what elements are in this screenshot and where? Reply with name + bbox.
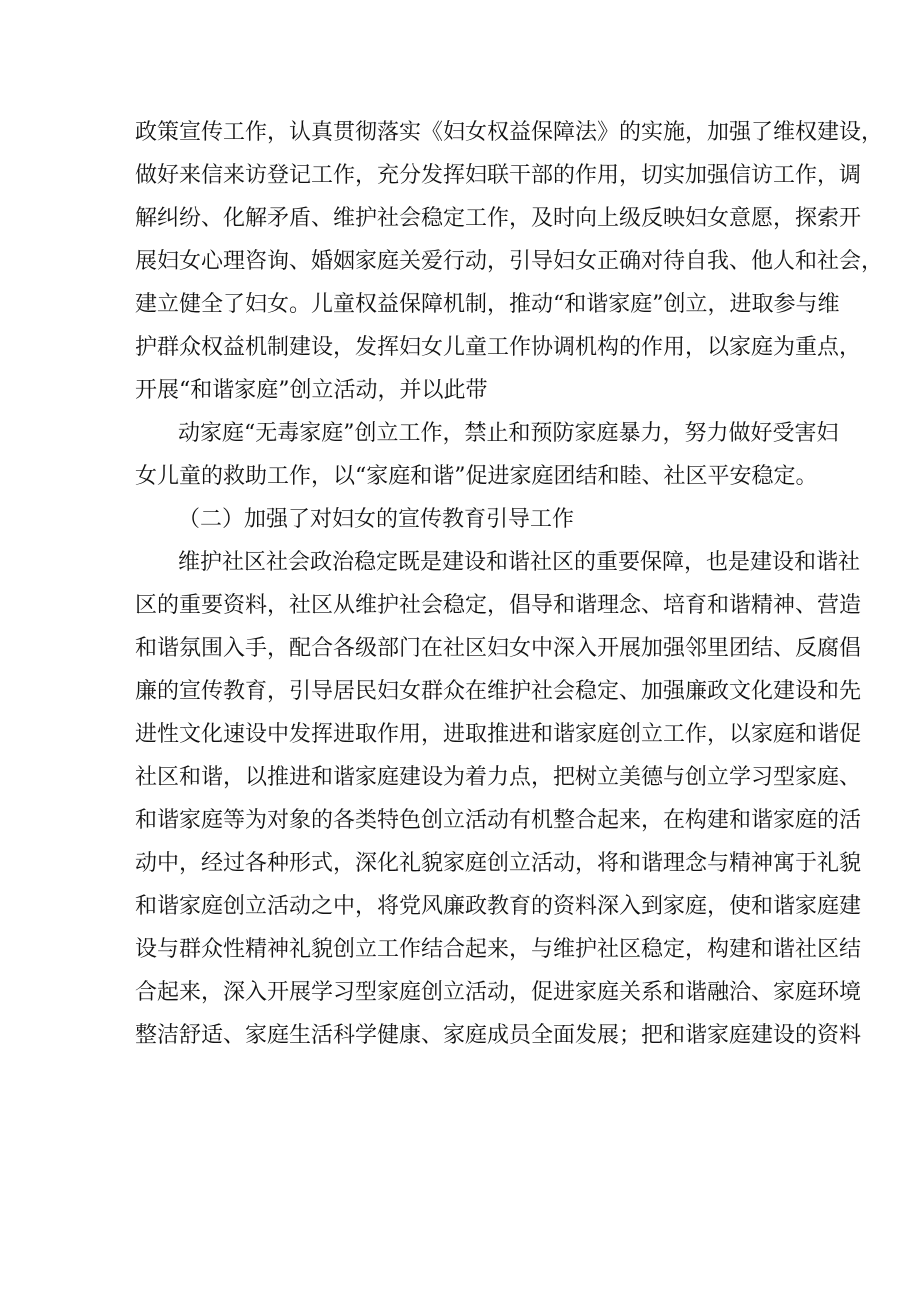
document-page: 政策宣传工作，认真贯彻落实《妇女权益保障法》的实施，加强了维权建设， 做好来信来访登记工作，充分发挥妇联干部的作用，切实加强信访工作，调 解纠纷、化解矛盾、维护社会稳定工作，及时向上级反映妇女意愿，探索开 展妇女心理咨询、婚姻家庭关爱行动，引导妇女正确对待自我、他人和社会， 建立健全了妇女。儿童权益保障机制，推动“和谐家庭”创立，进取参与维 护群众权益机制建设，发挥妇女儿童工作协调机构的作用，以家庭为重点， 开展“和谐家庭”创立活动，并以此带 动家庭“无毒家庭”创立工作，禁止和预防家庭暴力，努力做好受害妇 女儿童的救助工作，以“家庭和谐”促进家庭团结和睦、社区平安稳定。 （二）加强了对妇女的宣传教育引导工作 维护社区社会政治稳定既是建设和谐社区的重要保障，也是建设和谐社 区的重要资料，社区从维护社会稳定，倡导和谐理念、培育和谐精神、营造 和谐氛围入手，配合各级部门在社区妇女中深入开展加强邻里团结、反腐倡 廉的宣传教育，引导居民妇女群众在维护社会稳定、加强廉政文化建设和先 进性文化速设中发挥进取作用，进取推进和谐家庭创立工作，以家庭和谐促 社区和谐，以推进和谐家庭建设为着力点，把树立美德与创立学习型家庭、 和谐家庭等为对象的各类特色创立活动有机整合起来，在构建和谐家庭的活 动中，经过各种形式，深化礼貌家庭创立活动，将和谐理念与精神寓于礼貌 和谐家庭创立活动之中，将党风廉政教育的资料深入到家庭，使和谐家庭建 设与群众性精神礼貌创立工作结合起来，与维护社区稳定，构建和谐社区结 合起来，深入开展学习型家庭创立活动，促进家庭关系和谐融洽、家庭环境 整洁舒适、家庭生活科学健康、家庭成员全面发展；把和谐家庭建设的资料: [135, 120, 884, 1048]
